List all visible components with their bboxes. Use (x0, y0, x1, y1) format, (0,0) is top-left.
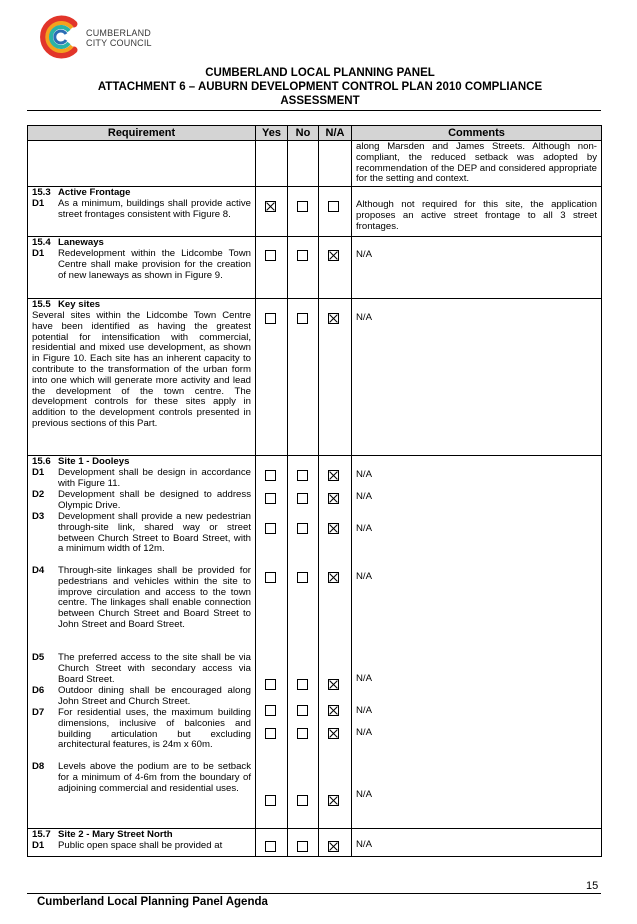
comment-text: N/A (356, 312, 372, 324)
continued-comment: along Marsden and James Streets. Although non-compliant, the reduced setback was adopted by recommendation of the DEP and considered appropriate for the setting and context. (352, 141, 602, 187)
section-text: Several sites within the Lidcombe Town Centre have been identified as having the greatest potential for intensification with commercial, residential and mixed use development, as shown in Figure 10. Each site has an inherent capacity to contribute to the transformation of the urban form into one which will generate more activity and lead the development of the town centre. The development controls for these sites apply in addition to the development controls presented in previous sections of this Part. (32, 309, 251, 429)
section-title: 15.6 Site 1 - Dooleys (32, 456, 130, 468)
comment-text: N/A (356, 705, 372, 717)
comment-text: N/A (356, 469, 372, 481)
checkbox-checked-icon (328, 313, 339, 324)
checkbox-checked-icon (265, 201, 276, 212)
control-text: Development shall provide a new pedestrian through-site link, shared way or street between Church Street to Board Street, with a minimum width of 12m. (58, 510, 251, 555)
footer-rule (27, 893, 601, 894)
control-code: D7 (32, 706, 45, 718)
checkbox-checked-icon (328, 795, 339, 806)
checkbox-checked-icon (328, 493, 339, 504)
table-header-row (28, 126, 602, 141)
control-text: Through-site linkages shall be provided for pedestrians and vehicles within the site to improve circulation and access to the town centre. The linkages shall enable connection between Church Street and Board Street to John Street and Board Street. (58, 564, 251, 630)
control-code: D8 (32, 760, 45, 772)
comment-text: Although not required for this site, the application proposes an active street frontage to all 3 street frontages. (356, 199, 597, 232)
checkbox-icon (297, 795, 308, 806)
checkbox-checked-icon (328, 470, 339, 481)
comment-text: N/A (356, 727, 372, 739)
table-row (28, 829, 602, 857)
checkbox-icon (328, 201, 339, 212)
checkbox-checked-icon (328, 679, 339, 690)
header-line-1: CUMBERLAND LOCAL PLANNING PANEL (205, 67, 435, 79)
control-text: Outdoor dining shall be encouraged along John Street and Church Street. (58, 684, 251, 707)
council-logo (36, 14, 166, 60)
checkbox-icon (265, 679, 276, 690)
control-text: The preferred access to the site shall be via Church Street with secondary access via Board Street. (58, 651, 251, 685)
checkbox-icon (297, 313, 308, 324)
control-code: D1 (32, 197, 45, 209)
checkbox-icon (297, 523, 308, 534)
table-row (28, 237, 602, 299)
checkbox-icon (265, 841, 276, 852)
council-logo-text (86, 28, 152, 48)
checkbox-icon (265, 493, 276, 504)
section-title: 15.3 Active Frontage (32, 187, 131, 199)
checkbox-checked-icon (328, 523, 339, 534)
comment-text: N/A (356, 523, 372, 535)
council-logo-mark (36, 14, 82, 60)
comment-text: N/A (356, 789, 372, 801)
control-code: D1 (32, 839, 45, 851)
logo-line-2: CITY COUNCIL (86, 38, 152, 48)
checkbox-icon (297, 572, 308, 583)
checkbox-icon (265, 728, 276, 739)
section-title: 15.5 Key sites (32, 299, 101, 311)
control-text: Levels above the podium are to be setback for a minimum of 4-6m from the boundary of adjoining commercial and residential uses. (58, 760, 251, 794)
checkbox-icon (265, 470, 276, 481)
checkbox-icon (265, 250, 276, 261)
page-number: 15 (586, 880, 599, 892)
header-rule (27, 110, 601, 111)
control-code: D2 (32, 488, 45, 500)
compliance-table (27, 125, 602, 857)
footer-text: Cumberland Local Planning Panel Agenda (37, 896, 268, 908)
checkbox-checked-icon (328, 841, 339, 852)
control-text: Development shall be design in accordance with Figure 11. (58, 466, 251, 489)
checkbox-icon (265, 523, 276, 534)
checkbox-icon (297, 493, 308, 504)
control-code: D1 (32, 466, 45, 478)
control-code: D6 (32, 684, 45, 696)
header-line-2: ATTACHMENT 6 – AUBURN DEVELOPMENT CONTROL PLAN 2010 COMPLIANCE (97, 81, 543, 93)
logo-line-1: CUMBERLAND (86, 28, 152, 38)
control-code: D1 (32, 247, 45, 259)
checkbox-icon (297, 841, 308, 852)
checkbox-icon (297, 728, 308, 739)
comment-text: N/A (356, 839, 372, 851)
comment-text: N/A (356, 673, 372, 685)
checkbox-icon (265, 705, 276, 716)
checkbox-icon (265, 313, 276, 324)
header-line-3: ASSESSMENT (280, 95, 360, 107)
control-code: D3 (32, 510, 45, 522)
control-text: Redevelopment within the Lidcombe Town Centre shall make provision for the creation of new laneways as shown in Figure 9. (58, 247, 251, 281)
checkbox-icon (297, 250, 308, 261)
section-title: 15.4 Laneways (32, 237, 104, 249)
table-row (28, 187, 602, 237)
checkbox-checked-icon (328, 250, 339, 261)
checkbox-icon (265, 572, 276, 583)
control-text: Public open space shall be provided at (58, 839, 223, 851)
table-row (28, 141, 602, 187)
table-row (28, 299, 602, 456)
comment-text: N/A (356, 491, 372, 503)
comment-text: N/A (356, 571, 372, 583)
control-code: D5 (32, 651, 45, 663)
checkbox-icon (265, 795, 276, 806)
checkbox-icon (297, 201, 308, 212)
control-code: D4 (32, 564, 45, 576)
control-text: Development shall be designed to address Olympic Drive. (58, 488, 251, 511)
col-requirement: Requirement (28, 126, 256, 141)
checkbox-icon (297, 470, 308, 481)
comment-text: N/A (356, 249, 372, 261)
col-no: No (288, 126, 319, 141)
checkbox-icon (297, 705, 308, 716)
checkbox-checked-icon (328, 705, 339, 716)
checkbox-checked-icon (328, 572, 339, 583)
checkbox-icon (297, 679, 308, 690)
col-na: N/A (319, 126, 352, 141)
table-row (28, 456, 602, 829)
col-comments: Comments (352, 126, 602, 141)
checkbox-checked-icon (328, 728, 339, 739)
control-text: For residential uses, the maximum building dimensions, inclusive of balconies and building articulation but excluding architectural features, is 24m x 60m. (58, 706, 251, 751)
section-title: 15.7 Site 2 - Mary Street North (32, 829, 173, 841)
control-text: As a minimum, buildings shall provide active street frontages consistent with Figure 8. (58, 197, 251, 220)
col-yes: Yes (256, 126, 288, 141)
